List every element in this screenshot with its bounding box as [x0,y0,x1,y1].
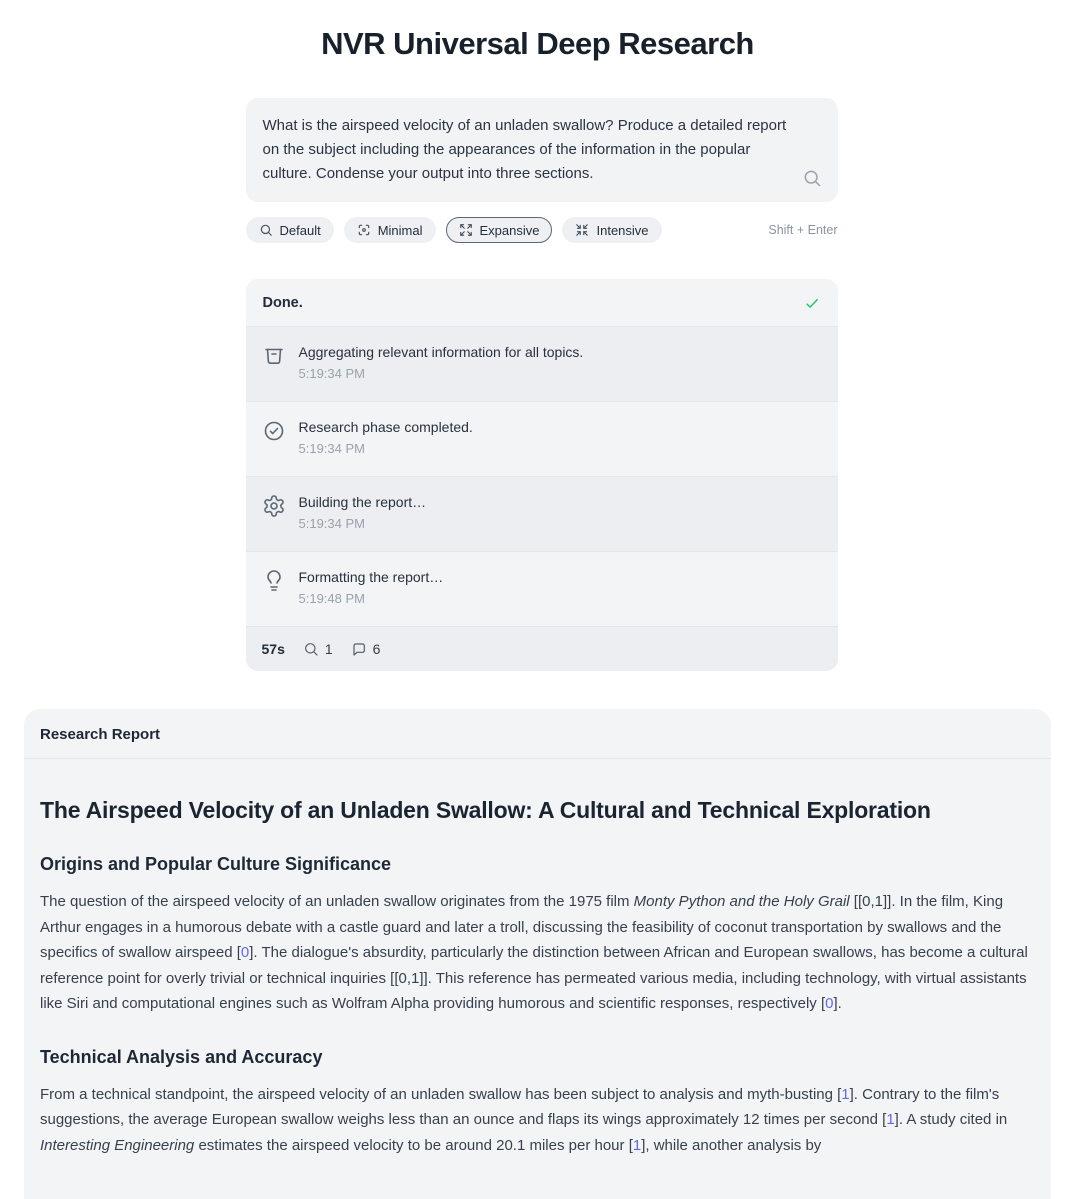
status-event-row [246,402,838,477]
app-title: NVR Universal Deep Research [321,26,754,61]
report-paragraph: The question of the airspeed velocity of an unladen swallow originates from the 1975 film Monty Python and the Holy Grail [[0,1]]. In the film, King Arthur engages in a humorous debate with a castle guard and later a troll, discussing the feasibility of coconut transportation by swallows and the specifics of swallow airspeed [0]. The dialogue's absurdity, particularly the distinction between African and European swallows, has become a cultural reference point for overly trivial or technical inquiries [[0,1]]. This reference has permeated various media, including technology, with virtual assistants like Siri and computational engines such as Wolfram Alpha providing humorous and scientific responses, respectively [0]. [40,893,1028,1012]
center-column [246,98,838,671]
citation-link[interactable]: 0 [825,995,834,1012]
gear-icon [262,494,286,518]
lightbulb-icon [262,569,286,593]
mode-label: Intensive [596,222,649,238]
report-paragraph: From a technical standpoint, the airspeed velocity of an unladen swallow has been subject to analysis and myth-busting [1]. Contrary to the film's suggestions, the average European swallow weighs less than an ounce and flaps its wings approximately 12 times per second [1]. A study cited in Interesting Engineering estimates the airspeed velocity to be around 20.1 miles per hour [1], while another analysis by [40,1085,1008,1154]
mode-row [246,217,838,243]
focus-icon [357,223,371,237]
event-time: 5:19:34 PM [298,441,365,456]
mode-default-button[interactable] [246,217,334,243]
mode-label: Minimal [377,222,423,238]
chat-bubble-icon [351,641,367,657]
query-text: What is the airspeed velocity of an unladen swallow? Produce a detailed report on the subject including the appearances of the information in the popular culture. Condense your output into three sections. [262,117,787,182]
search-icon [303,641,319,657]
search-count [303,641,333,657]
report-panel-title: Research Report [24,709,1051,759]
event-time: 5:19:48 PM [298,591,365,606]
mode-label: Expansive [479,222,540,238]
report-body [24,759,1051,1198]
shrink-icon [575,223,589,237]
expand-icon [459,223,473,237]
mode-expansive-button[interactable] [446,217,553,243]
event-text: Formatting the report… [298,569,444,585]
archive-icon [262,344,286,368]
event-text: Aggregating relevant information for all topics. [298,344,584,360]
status-header [246,279,838,327]
status-event-row [246,552,838,627]
event-text: Research phase completed. [298,419,473,435]
event-time: 5:19:34 PM [298,516,365,531]
status-panel [246,279,838,671]
mode-minimal-button[interactable] [344,217,436,243]
query-input[interactable] [246,98,838,202]
mode-label: Default [279,222,321,238]
status-event-row [246,327,838,402]
citation-link[interactable]: 1 [632,1136,642,1154]
report-title: The Airspeed Velocity of an Unladen Swallow: A Cultural and Technical Exploration [40,797,931,823]
mode-intensive-button[interactable] [562,217,661,243]
citation-link[interactable]: 1 [886,1111,895,1128]
check-circle-icon [262,419,286,443]
citation-link[interactable]: 1 [841,1085,850,1103]
search-icon [259,223,273,237]
status-done-label: Done. [262,294,303,311]
shortcut-hint: Shift + Enter [768,223,838,237]
search-icon [802,168,822,188]
event-time: 5:19:34 PM [298,366,365,381]
check-icon [803,294,821,312]
event-text: Building the report… [298,494,427,510]
status-footer [246,627,838,671]
section-heading: Technical Analysis and Accuracy [40,1046,323,1067]
section-heading: Origins and Popular Culture Significance [40,854,392,874]
message-count [351,641,381,657]
message-count-value: 6 [372,641,381,657]
status-event-row [246,477,838,552]
elapsed-time: 57s [261,641,285,657]
citation-link[interactable]: 0 [240,944,250,961]
search-count-value: 1 [324,641,333,657]
research-report-panel [24,709,1051,1199]
